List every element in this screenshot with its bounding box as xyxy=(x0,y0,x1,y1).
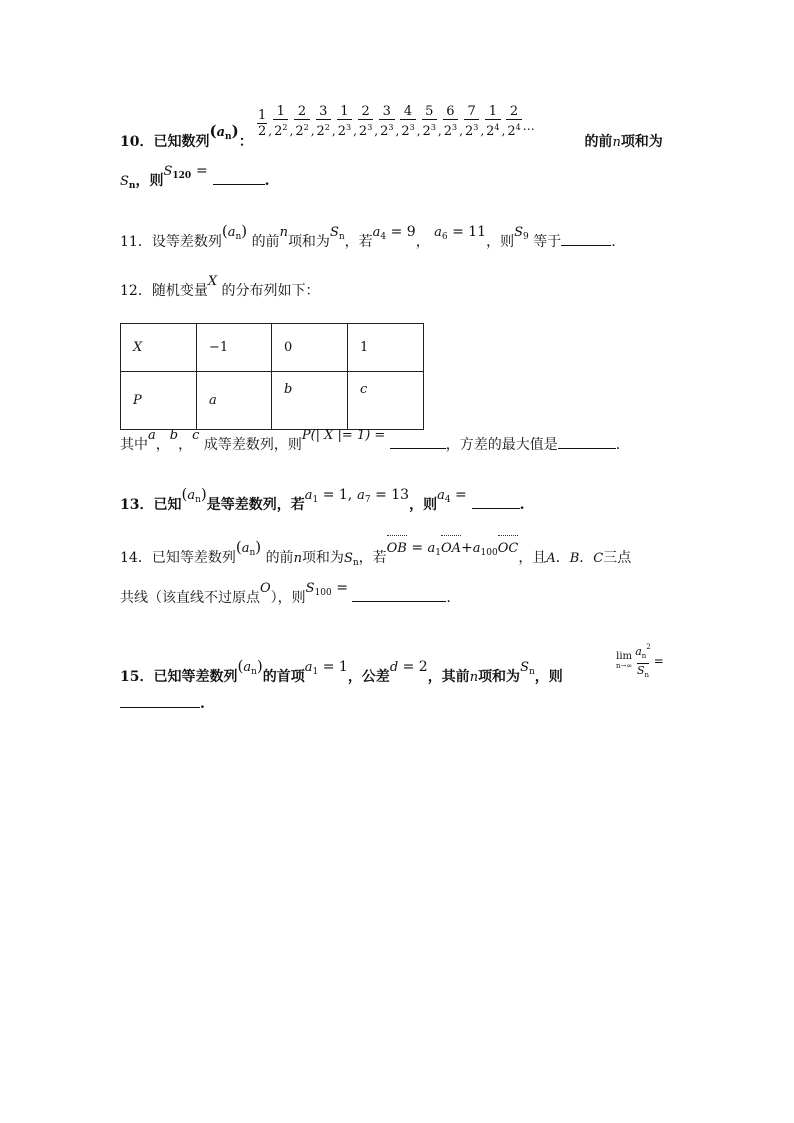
sequence-fraction: $\frac{2}{2^3}$ xyxy=(358,104,373,139)
q14-answer-blank[interactable] xyxy=(352,589,446,602)
q12-answer-blank-1[interactable] xyxy=(390,436,446,449)
question-14-line2: 共线（该直线不过原点O），则$S_{100}$ = . xyxy=(120,580,451,606)
table-row: P a b c xyxy=(121,372,424,430)
q15-limit-expr: lim n→∞ $\frac{a_n^2}{S_n}$ = xyxy=(616,640,664,682)
question-12-line2: 其中a，b，c 成等差数列，则P(| X |= 1) = ，方差的最大值是 . xyxy=(120,428,621,453)
question-10: 10．已知数列$(a_n)$： 的前n项和为 xyxy=(120,122,663,150)
question-12: 12．随机变量X 的分布列如下： xyxy=(120,274,320,299)
sequence-fraction: $\frac{3}{2^3}$ xyxy=(380,104,394,139)
question-11: 11．设等差数列$(a_n)$ 的前n项和为$S_n$，若$a_4 = 9$， $a_6 = 11$，则$S_9$ 等于 . xyxy=(120,222,616,250)
sequence-fraction: $\frac{4}{2^3}$ xyxy=(401,104,415,139)
sequence-fraction: $\frac{1}{2^4}$ xyxy=(486,104,500,139)
fraction-sequence: $\frac{1}{2}$ , $\frac{1}{2^2}$ , $\frac{2}{2^2}$ , $\frac{3}{2^2}$ , $\frac{1}{2^3}$ , $\frac{2}{2^3}$ , $\frac{3}{2^3}$ , $\frac{4}{2^3}$ , $\frac{5}{2^3}$ , $\frac{6}{2^3}$ , $\frac{7}{2^3}$ , $\frac{1}{2^4}$ , $\frac{2}{2^4}$ … xyxy=(258,104,535,139)
sequence-ellipsis: … xyxy=(522,119,535,133)
question-14: 14．已知等差数列$(a_n)$ 的前n项和为$S_n$，若OB = $a_1OA+a_{100}OC$，且A．B．C三点 xyxy=(120,538,632,568)
question-15: 15．已知等差数列$(a_n)$的首项$a_1 = 1$，公差d = 2，其前n项和为$S_n$，则 xyxy=(120,657,563,685)
sequence-fraction: $\frac{6}{2^3}$ xyxy=(443,104,458,139)
sequence-fraction: $\frac{7}{2^3}$ xyxy=(464,104,479,139)
table-row: X −1 0 1 xyxy=(121,324,424,372)
sequence-fraction: $\frac{2}{2^2}$ xyxy=(295,104,309,139)
sequence-fraction: $\frac{1}{2^2}$ xyxy=(274,104,288,139)
sequence-fraction: $\frac{1}{2^3}$ xyxy=(337,104,352,139)
q11-answer-blank[interactable] xyxy=(561,233,611,246)
question-15-line2: . xyxy=(120,693,680,715)
q12-answer-blank-2[interactable] xyxy=(558,436,616,449)
question-13: 13．已知$(a_n)$是等差数列，若$a_1 = 1$, $a_7 = 13$，则$a_4$ = . xyxy=(120,485,525,513)
q15-answer-blank[interactable] xyxy=(120,695,200,708)
sequence-fraction: $\frac{3}{2^2}$ xyxy=(316,104,330,139)
question-10-line2: $S_n$，则$S_{120}$ = . xyxy=(120,163,270,191)
q13-answer-blank[interactable] xyxy=(472,496,520,509)
sequence-fraction: $\frac{2}{2^4}$ xyxy=(507,104,521,139)
distribution-table xyxy=(120,323,424,430)
sequence-fraction: $\frac{1}{2}$ xyxy=(258,108,267,139)
q10-label: 10．已知数列 xyxy=(120,134,210,150)
q10-answer-blank[interactable] xyxy=(213,172,265,185)
sequence-fraction: $\frac{5}{2^3}$ xyxy=(422,104,436,139)
